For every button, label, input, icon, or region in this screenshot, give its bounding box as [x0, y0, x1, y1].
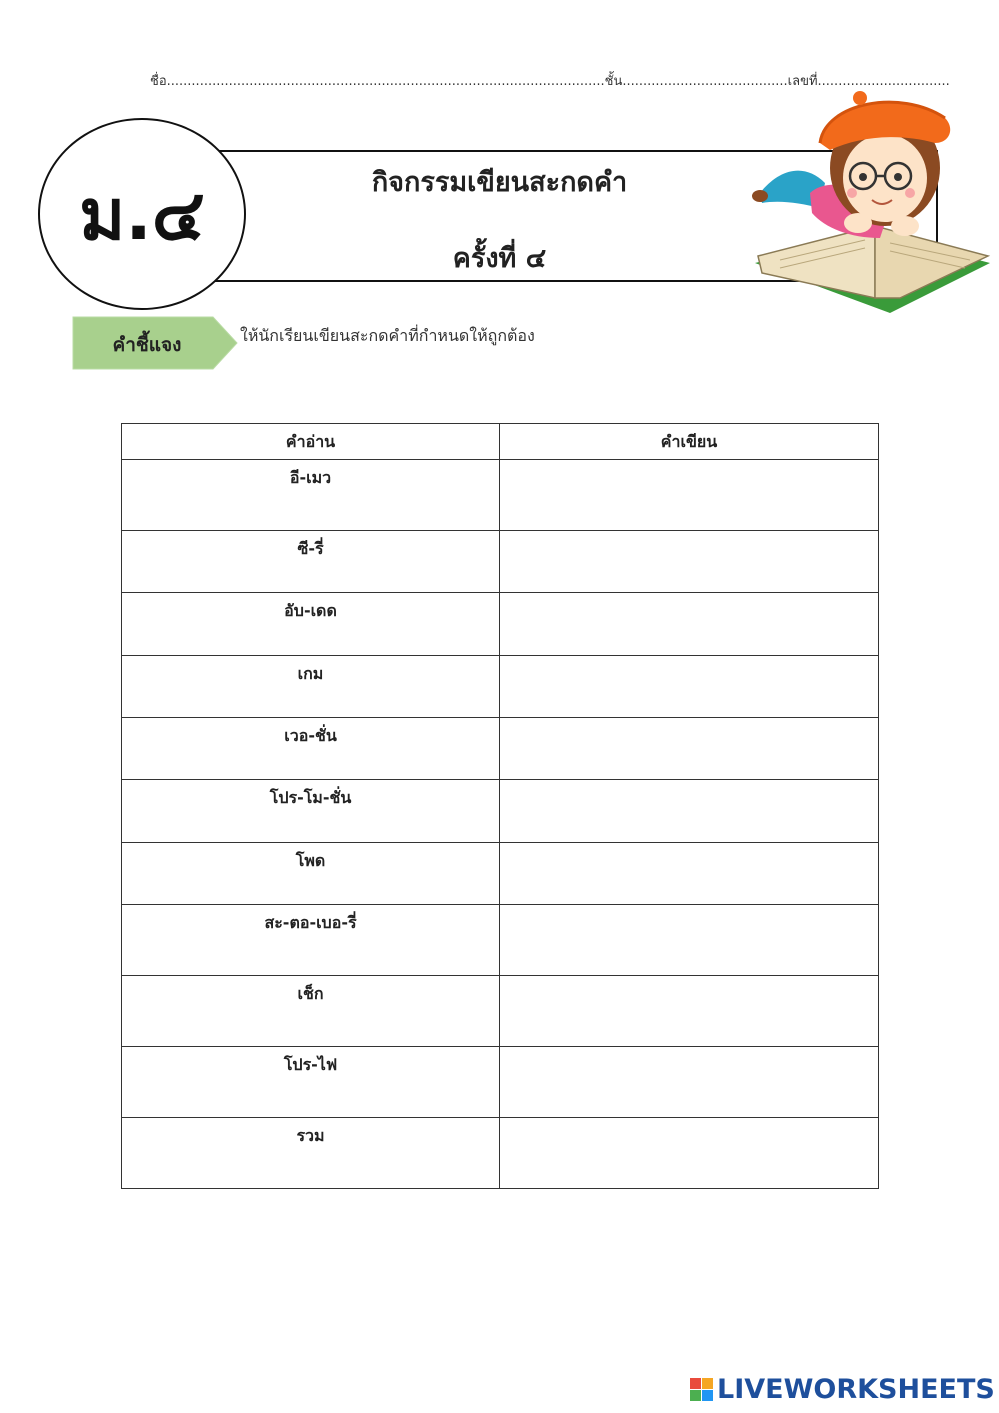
worksheet-subtitle: ครั้งที่ ๔ [452, 243, 547, 274]
table-row [122, 1118, 879, 1189]
table-row [122, 843, 879, 905]
table-row [122, 656, 879, 718]
column-header-writing: คำเขียน [500, 424, 879, 460]
reading-cell: สะ-ตอ-เบอ-รี่ [122, 905, 500, 976]
reading-cell: อับ-เดด [122, 593, 500, 656]
table-header-row [122, 424, 879, 460]
reading-cell: อี-เมว [122, 460, 500, 531]
reading-cell: เวอ-ชั่น [122, 718, 500, 780]
reading-cell: รวม [122, 1118, 500, 1189]
reading-cell: โพด [122, 843, 500, 905]
instruction-tag [73, 317, 237, 369]
writing-answer-cell[interactable] [500, 593, 879, 656]
table-row [122, 593, 879, 656]
liveworksheets-logo [690, 1373, 995, 1405]
girl-reading-book-icon [750, 88, 995, 323]
worksheet-title: กิจกรรมเขียนสะกดคำ [371, 167, 628, 198]
writing-answer-cell[interactable] [500, 1118, 879, 1189]
reading-cell: เช็ก [122, 976, 500, 1047]
grade-label: ม.๔ [79, 173, 205, 256]
liveworksheets-logo-icon [690, 1378, 713, 1401]
writing-answer-cell[interactable] [500, 976, 879, 1047]
writing-answer-cell[interactable] [500, 843, 879, 905]
reading-cell: ซี-รี่ [122, 531, 500, 593]
grade-circle [38, 118, 246, 310]
writing-answer-cell[interactable] [500, 718, 879, 780]
table-row [122, 780, 879, 843]
table-row [122, 1047, 879, 1118]
table-row [122, 976, 879, 1047]
logo-text: LIVEWORKSHEETS [717, 1373, 995, 1405]
instruction-tag-label: คำชี้แจง [112, 334, 182, 356]
table-row [122, 460, 879, 531]
writing-answer-cell[interactable] [500, 1047, 879, 1118]
reading-cell: โปร-โม-ชั่น [122, 780, 500, 843]
writing-answer-cell[interactable] [500, 531, 879, 593]
column-header-reading: คำอ่าน [122, 424, 500, 460]
table-row [122, 905, 879, 976]
table-row [122, 718, 879, 780]
writing-answer-cell[interactable] [500, 905, 879, 976]
instruction-text: ให้นักเรียนเขียนสะกดคำที่กำหนดให้ถูกต้อง [240, 326, 535, 345]
table-row [122, 531, 879, 593]
reading-cell: เกม [122, 656, 500, 718]
spelling-table [121, 423, 879, 1189]
writing-answer-cell[interactable] [500, 656, 879, 718]
reading-cell: โปร-ไฟ [122, 1047, 500, 1118]
writing-answer-cell[interactable] [500, 780, 879, 843]
student-info-line: ชื่อ..........................................................................................................ชั้น........................................เลขที่................................ [150, 74, 950, 89]
writing-answer-cell[interactable] [500, 460, 879, 531]
